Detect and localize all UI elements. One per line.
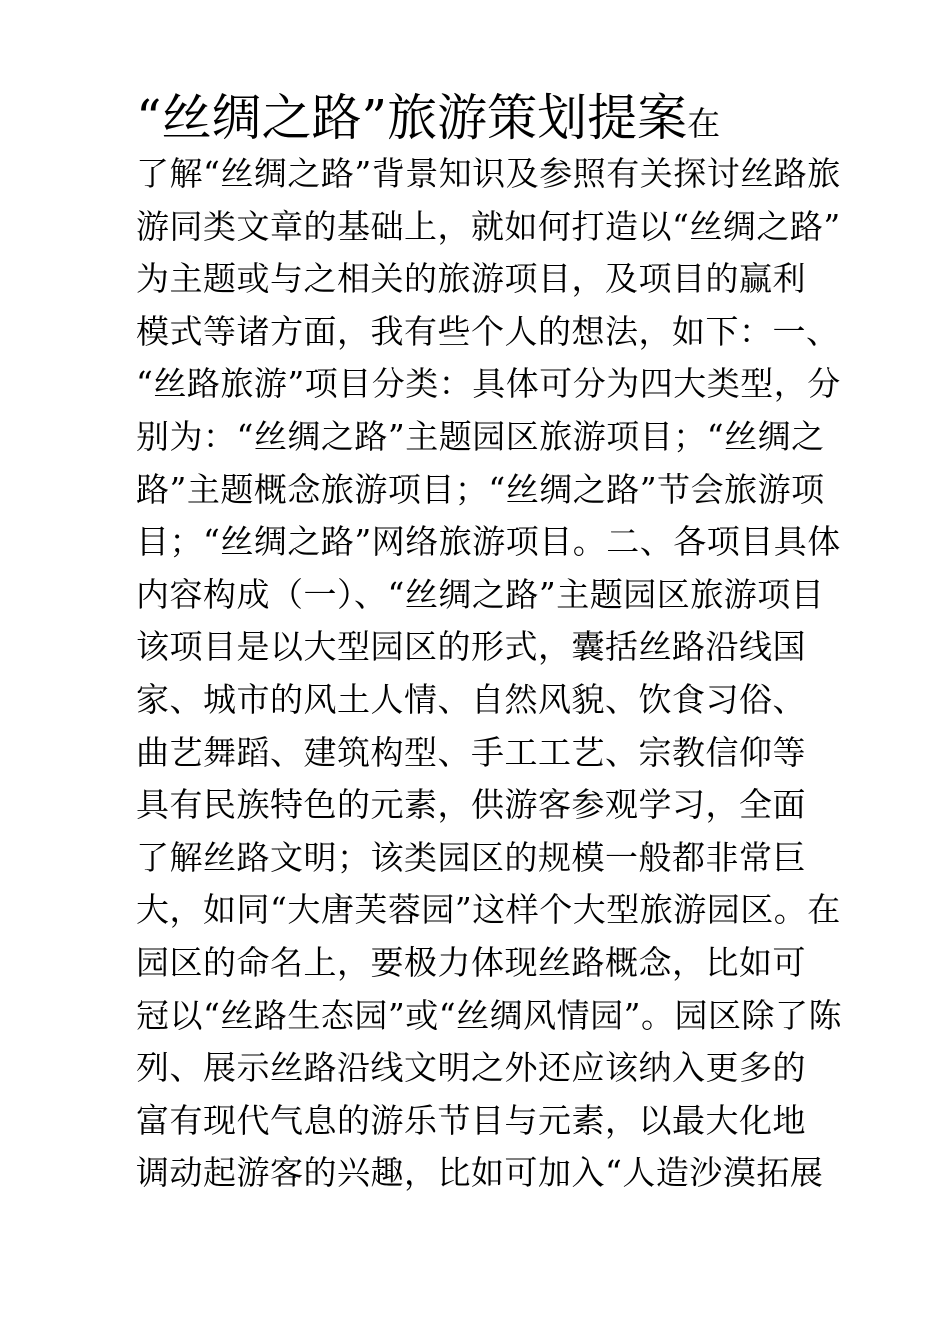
body-line-9: 内容构成（一）、“丝绸之路”主题园区旅游项目 xyxy=(136,574,825,614)
body-line-12: 曲艺舞蹈、建筑构型、手工工艺、宗教信仰等 xyxy=(136,732,806,772)
body-line-2: 游同类文章的基础上，就如何打造以“丝绸之路” xyxy=(136,206,841,246)
body-line-6: 别为：“丝绸之路”主题园区旅游项目；“丝绸之 xyxy=(136,416,825,456)
body-line-20: 调动起游客的兴趣，比如可加入“人造沙漠拓展 xyxy=(136,1153,824,1193)
body-line-13: 具有民族特色的元素，供游客参观学习，全面 xyxy=(136,785,806,825)
body-line-1: 了解“丝绸之路”背景知识及参照有关探讨丝路旅 xyxy=(136,154,841,193)
body-line-4: 模式等诸方面，我有些个人的想法，如下：一、 xyxy=(136,311,840,351)
body-line-5: “丝路旅游”项目分类：具体可分为四大类型，分 xyxy=(136,364,841,404)
body-line-18: 列、展示丝路沿线文明之外还应该纳入更多的 xyxy=(136,1048,806,1088)
body-line-10: 该项目是以大型园区的形式，囊括丝路沿线国 xyxy=(136,627,806,667)
body-line-3: 为主题或与之相关的旅游项目，及项目的赢利 xyxy=(136,259,806,299)
body-line-14: 了解丝路文明；该类园区的规模一般都非常巨 xyxy=(136,837,806,877)
body-line-7: 路”主题概念旅游项目；“丝绸之路”节会旅游项 xyxy=(136,469,825,509)
body-line-15: 大，如同“大唐芙蓉园”这样个大型旅游园区。在 xyxy=(136,890,841,930)
body-line-17: 冠以“丝路生态园”或“丝绸风情园”。园区除了陈 xyxy=(136,995,842,1035)
document-body xyxy=(136,88,842,1200)
title-line xyxy=(136,88,826,148)
body-line-8: 目；“丝绸之路”网络旅游项目。二、各项目具体 xyxy=(136,522,841,562)
body-line-16: 园区的命名上，要极力体现丝路概念，比如可 xyxy=(136,942,806,982)
document-title: “丝绸之路”旅游策划提案 xyxy=(136,89,688,147)
body-line-11: 家、城市的风土人情、自然风貌、饮食习俗、 xyxy=(136,679,806,719)
body-line-19: 富有现代气息的游乐节目与元素，以最大化地 xyxy=(136,1100,806,1140)
title-tail-text: 在 xyxy=(687,104,721,143)
